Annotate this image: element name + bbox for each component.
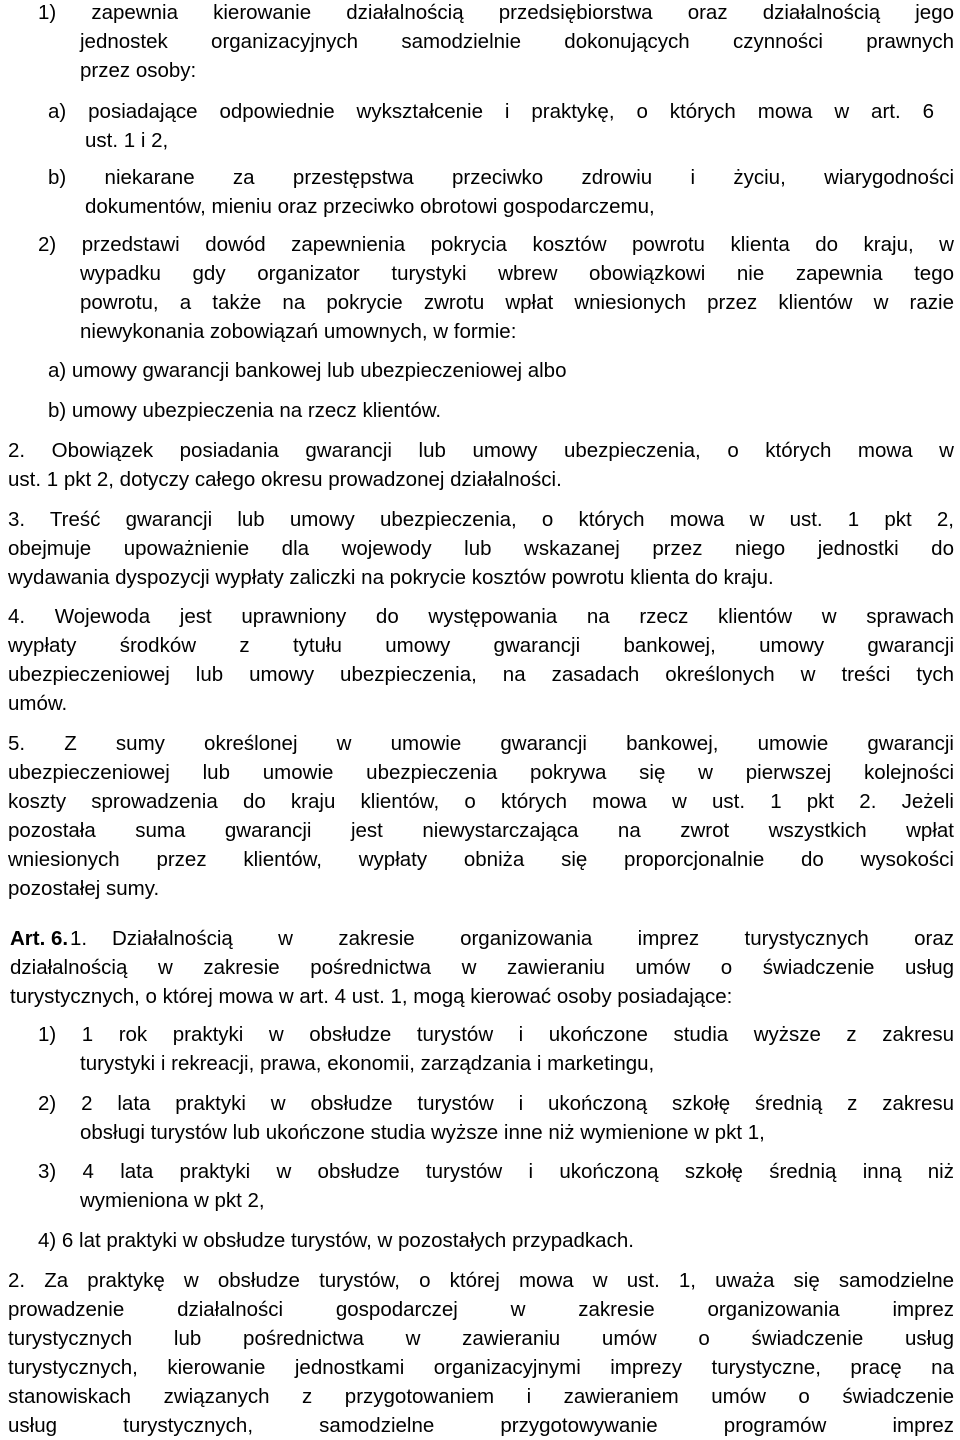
text-line: usług turystycznych, samodzielne przygotowywanie programów imprez	[8, 1414, 954, 1437]
text-line: 1) zapewnia kierowanie działalnością przedsiębiorstwa oraz działalnością jego	[38, 1, 954, 24]
text-line: wniesionych przez klientów, wypłaty obniża się proporcjonalnie do wysokości	[8, 848, 954, 871]
text-line: b) niekarane za przestępstwa przeciwko zdrowiu i życiu, wiarygodności	[48, 166, 954, 189]
text-line: 2. Obowiązek posiadania gwarancji lub umowy ubezpieczenia, o których mowa w	[8, 439, 954, 462]
text-line: pozostałej sumy.	[8, 877, 160, 900]
text-line: ust. 1 pkt 2, dotyczy całego okresu prowadzonej działalności.	[8, 468, 562, 491]
text-line: 1) 1 rok praktyki w obsłudze turystów i ukończone studia wyższe z zakresu	[38, 1023, 954, 1046]
text-line: b) umowy ubezpieczenia na rzecz klientów.	[48, 399, 442, 422]
text-line: turystyki i rekreacji, prawa, ekonomii, zarządzania i marketingu,	[80, 1052, 655, 1075]
text-line: ust. 1 i 2,	[85, 129, 169, 152]
art6-paragraph-2	[8, 1266, 954, 1440]
paragraph-3	[8, 505, 954, 592]
art6-list-item-4	[38, 1226, 954, 1255]
text-line: wymieniona w pkt 2,	[80, 1189, 265, 1212]
text-line: Działalnością w zakresie organizowania imprez turystycznych oraz	[112, 927, 954, 950]
sub-item-1a	[48, 97, 934, 155]
text-line: pozostała suma gwarancji jest niewystarczająca na zwrot wszystkich wpłat	[8, 819, 954, 842]
text-line: turystycznych, kierowanie jednostkami organizacyjnymi imprezy turystyczne, pracę na	[8, 1356, 954, 1379]
text-line: turystycznych lub pośrednictwa w zawieraniu umów o świadczenie usług	[8, 1327, 954, 1350]
text-line: 2) 2 lata praktyki w obsłudze turystów i ukończoną szkołę średnią z zakresu	[38, 1092, 954, 1115]
text-line: ubezpieczeniowej lub umowy ubezpieczenia, na zasadach określonych w treści tych	[8, 663, 954, 686]
text-line: a) posiadające odpowiednie wykształcenie i praktykę, o których mowa w art. 6	[48, 100, 934, 123]
text-line: wydawania dyspozycji wypłaty zaliczki na pokrycie kosztów powrotu klienta do kraju.	[8, 566, 774, 589]
sub-item-2a	[48, 356, 954, 385]
text-line: prowadzenie działalności gospodarczej w zakresie organizowania imprez	[8, 1298, 954, 1321]
text-line: turystycznych, o której mowa w art. 4 ust. 1, mogą kierować osoby posiadające:	[10, 985, 733, 1008]
sub-item-1b	[48, 163, 954, 221]
text-line: stanowiskach związanych z przygotowaniem i zawieraniem umów o świadczenie	[8, 1385, 954, 1408]
text-line: przez osoby:	[80, 59, 197, 82]
text-line: a) umowy gwarancji bankowej lub ubezpieczeniowej albo	[48, 359, 567, 382]
text-line: umów.	[8, 692, 68, 715]
text-line: 4. Wojewoda jest uprawniony do występowania na rzecz klientów w sprawach	[8, 605, 954, 628]
paragraph-4	[8, 602, 954, 718]
text-line: obejmuje upoważnienie dla wojewody lub wskazanej przez niego jednostki do	[8, 537, 954, 560]
text-line: 5. Z sumy określonej w umowie gwarancji bankowej, umowie gwarancji	[8, 732, 954, 755]
text-line: 3) 4 lata praktyki w obsłudze turystów i ukończoną szkołę średnią inną niż	[38, 1160, 954, 1183]
text-line: obsługi turystów lub ukończone studia wyższe inne niż wymienione w pkt 1,	[80, 1121, 765, 1144]
text-line: dokumentów, mieniu oraz przeciwko obrotowi gospodarczemu,	[85, 195, 655, 218]
art6-list-item-1	[38, 1020, 954, 1078]
art6-list-item-2	[38, 1089, 954, 1147]
article-first-line	[10, 924, 954, 953]
list-item-2	[38, 230, 954, 346]
paragraph-number: 1.	[70, 927, 88, 950]
text-line: powrotu, a także na pokrycie zwrotu wpłat wniesionych przez klientów w razie	[80, 291, 954, 314]
text-line: 3. Treść gwarancji lub umowy ubezpieczenia, o których mowa w ust. 1 pkt 2,	[8, 508, 954, 531]
text-line: ubezpieczeniowej lub umowie ubezpieczenia pokrywa się w pierwszej kolejności	[8, 761, 954, 784]
text-line: wypłaty środków z tytułu umowy gwarancji bankowej, umowy gwarancji	[8, 634, 954, 657]
sub-item-2b	[48, 396, 954, 425]
text-line: 2) przedstawi dowód zapewnienia pokrycia kosztów powrotu klienta do kraju, w	[38, 233, 954, 256]
paragraph-5	[8, 729, 954, 903]
paragraph-2	[8, 436, 954, 494]
text-line: koszty sprowadzenia do kraju klientów, o których mowa w ust. 1 pkt 2. Jeżeli	[8, 790, 954, 813]
text-line: 2. Za praktykę w obsłudze turystów, o której mowa w ust. 1, uważa się samodzielne	[8, 1269, 954, 1292]
text-line: wypadku gdy organizator turystyki wbrew obowiązkowi nie zapewnia tego	[80, 262, 954, 285]
art6-list-item-3	[38, 1157, 954, 1215]
text-line: jednostek organizacyjnych samodzielnie dokonujących czynności prawnych	[80, 30, 954, 53]
text-line: działalnością w zakresie pośrednictwa w zawieraniu umów o świadczenie usług	[10, 956, 954, 979]
text-line: 4) 6 lat praktyki w obsłudze turystów, w pozostałych przypadkach.	[38, 1229, 634, 1252]
text-line: niewykonania zobowiązań umownych, w formie:	[80, 320, 517, 343]
article-number: Art. 6.	[10, 927, 69, 950]
list-item-1	[38, 0, 954, 85]
article-6	[10, 924, 954, 1011]
